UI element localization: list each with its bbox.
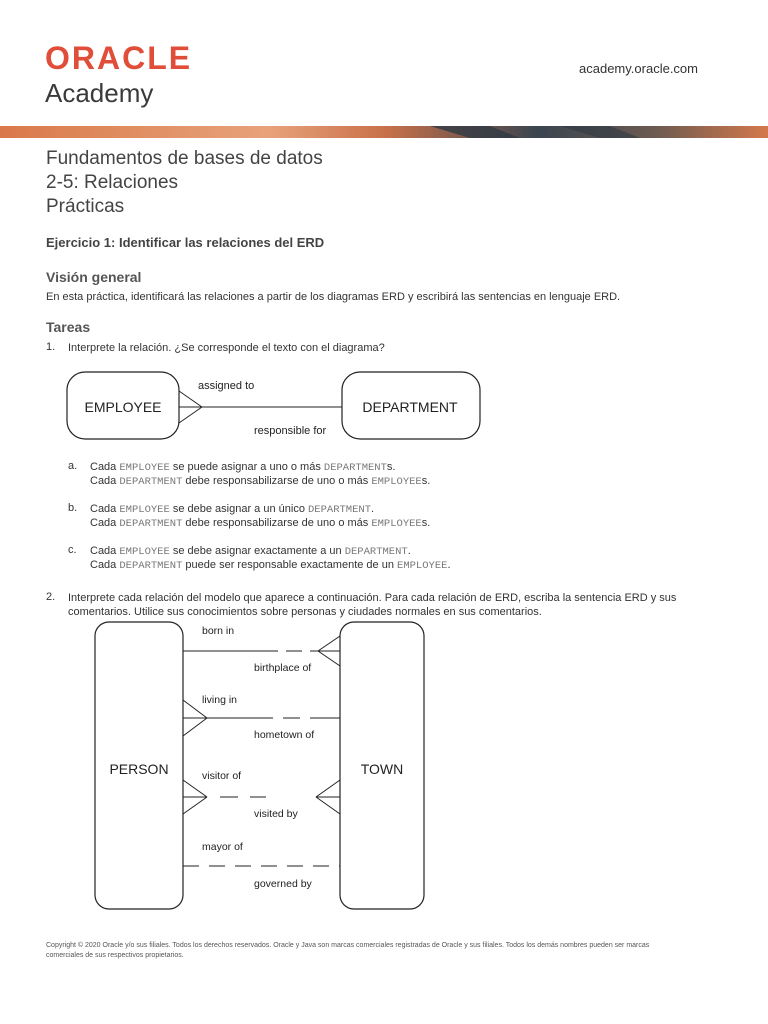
entity-department: DEPARTMENT	[362, 399, 458, 415]
entity-ref: DEPARTMENT	[308, 504, 372, 516]
task-2-text	[68, 591, 676, 619]
entity-ref: DEPARTMENT	[344, 546, 408, 558]
label-governed-by: governed by	[254, 878, 312, 890]
entity-ref: DEPARTMENT	[119, 476, 183, 488]
erd-diagram-person-town	[90, 618, 430, 914]
option-c-letter: c.	[68, 544, 77, 556]
text: Cada	[90, 517, 120, 529]
text: puede ser responsable exactamente de un	[182, 559, 398, 571]
entity-town: TOWN	[360, 761, 404, 777]
option-b-line-1	[90, 502, 374, 517]
overview-text: En esta práctica, identificará las relaciones a partir de los diagramas ERD y escribirá las sentencias en lenguaje ERD.	[46, 291, 621, 303]
entity-ref: EMPLOYEE	[371, 518, 422, 530]
entity-ref: EMPLOYEE	[397, 560, 448, 572]
text: .	[407, 545, 411, 557]
text: debe responsabilizarse de uno o más	[182, 475, 372, 487]
text: .	[371, 503, 375, 515]
relationship-visitor-of	[183, 770, 340, 820]
erd-diagram-employee-department	[60, 365, 490, 445]
site-url[interactable]: academy.oracle.com	[579, 61, 698, 76]
academy-logo-text: Academy	[45, 78, 154, 108]
entity-ref: EMPLOYEE	[119, 546, 170, 558]
relationship-living-in	[183, 694, 340, 741]
label-living-in: living in	[202, 694, 238, 706]
decorative-banner	[0, 126, 768, 138]
label-visitor-of: visitor of	[202, 770, 242, 782]
footer-line-1: Copyright © 2020 Oracle y/o sus filiales. Todos los derechos reservados. Oracle y Java son marcas comerciales registradas de Oracle y sus filiales. Todos los demás nombres pueden ser marcas	[46, 942, 650, 949]
overview-heading: Visión general	[46, 269, 142, 285]
entity-ref: EMPLOYEE	[119, 462, 170, 474]
text: se debe asignar a un único	[169, 503, 308, 515]
title-line-2: 2-5: Relaciones	[46, 172, 179, 193]
text: s.	[421, 517, 431, 529]
task-2-text-line-2: comentarios. Utilice sus conocimientos sobre personas y ciudades normales en sus comentarios.	[68, 606, 542, 618]
entity-ref: DEPARTMENT	[323, 462, 387, 474]
label-hometown-of: hometown of	[254, 729, 315, 741]
text: Cada	[90, 559, 120, 571]
oracle-logo: ORACLE	[45, 40, 193, 76]
text: Cada	[90, 545, 120, 557]
relationship-born-in	[183, 625, 340, 674]
option-a-line-1	[90, 460, 395, 475]
entity-ref: EMPLOYEE	[371, 476, 422, 488]
text: debe responsabilizarse de uno o más	[182, 517, 372, 529]
copyright-footer	[46, 941, 726, 961]
label-responsible-for: responsible for	[254, 425, 327, 437]
option-b-line-2	[90, 516, 430, 531]
relationship-mayor-of	[183, 841, 340, 890]
text: Cada	[90, 475, 120, 487]
title-line-1: Fundamentos de bases de datos	[46, 148, 323, 169]
text: Cada	[90, 503, 120, 515]
entity-employee: EMPLOYEE	[84, 399, 162, 415]
option-c-line-2	[90, 558, 451, 573]
tasks-heading: Tareas	[46, 319, 91, 335]
text: .	[447, 559, 451, 571]
option-a-line-2	[90, 474, 430, 489]
option-a-letter: a.	[68, 460, 78, 472]
label-birthplace-of: birthplace of	[254, 662, 312, 674]
task-1-text: Interprete la relación. ¿Se corresponde el texto con el diagrama?	[68, 342, 385, 354]
task-2-text-line-1: Interprete cada relación del modelo que aparece a continuación. Para cada relación de ERD, escriba la sentencia ERD y sus	[68, 592, 677, 604]
label-born-in: born in	[202, 625, 235, 637]
option-c-line-1	[90, 544, 411, 559]
entity-ref: EMPLOYEE	[119, 504, 170, 516]
text: s.	[421, 475, 431, 487]
footer-line-2: comerciales de sus respectivos propietarios.	[46, 952, 184, 959]
entity-ref: DEPARTMENT	[119, 518, 183, 530]
exercise-title: Ejercicio 1: Identificar las relaciones del ERD	[46, 235, 325, 250]
label-visited-by: visited by	[254, 808, 298, 820]
text: se puede asignar a uno o más	[169, 461, 324, 473]
entity-ref: DEPARTMENT	[119, 560, 183, 572]
title-line-3: Prácticas	[46, 196, 125, 217]
page-title	[46, 147, 323, 219]
option-b-letter: b.	[68, 502, 78, 514]
text: s.	[386, 461, 396, 473]
task-1-number: 1.	[46, 341, 56, 353]
crows-foot-bottom	[179, 407, 202, 423]
label-assigned-to: assigned to	[198, 380, 255, 392]
label-mayor-of: mayor of	[202, 841, 243, 853]
task-2-number: 2.	[46, 591, 56, 603]
entity-person: PERSON	[109, 761, 169, 777]
crows-foot-top	[179, 391, 202, 407]
text: se debe asignar exactamente a un	[169, 545, 345, 557]
text: Cada	[90, 461, 120, 473]
